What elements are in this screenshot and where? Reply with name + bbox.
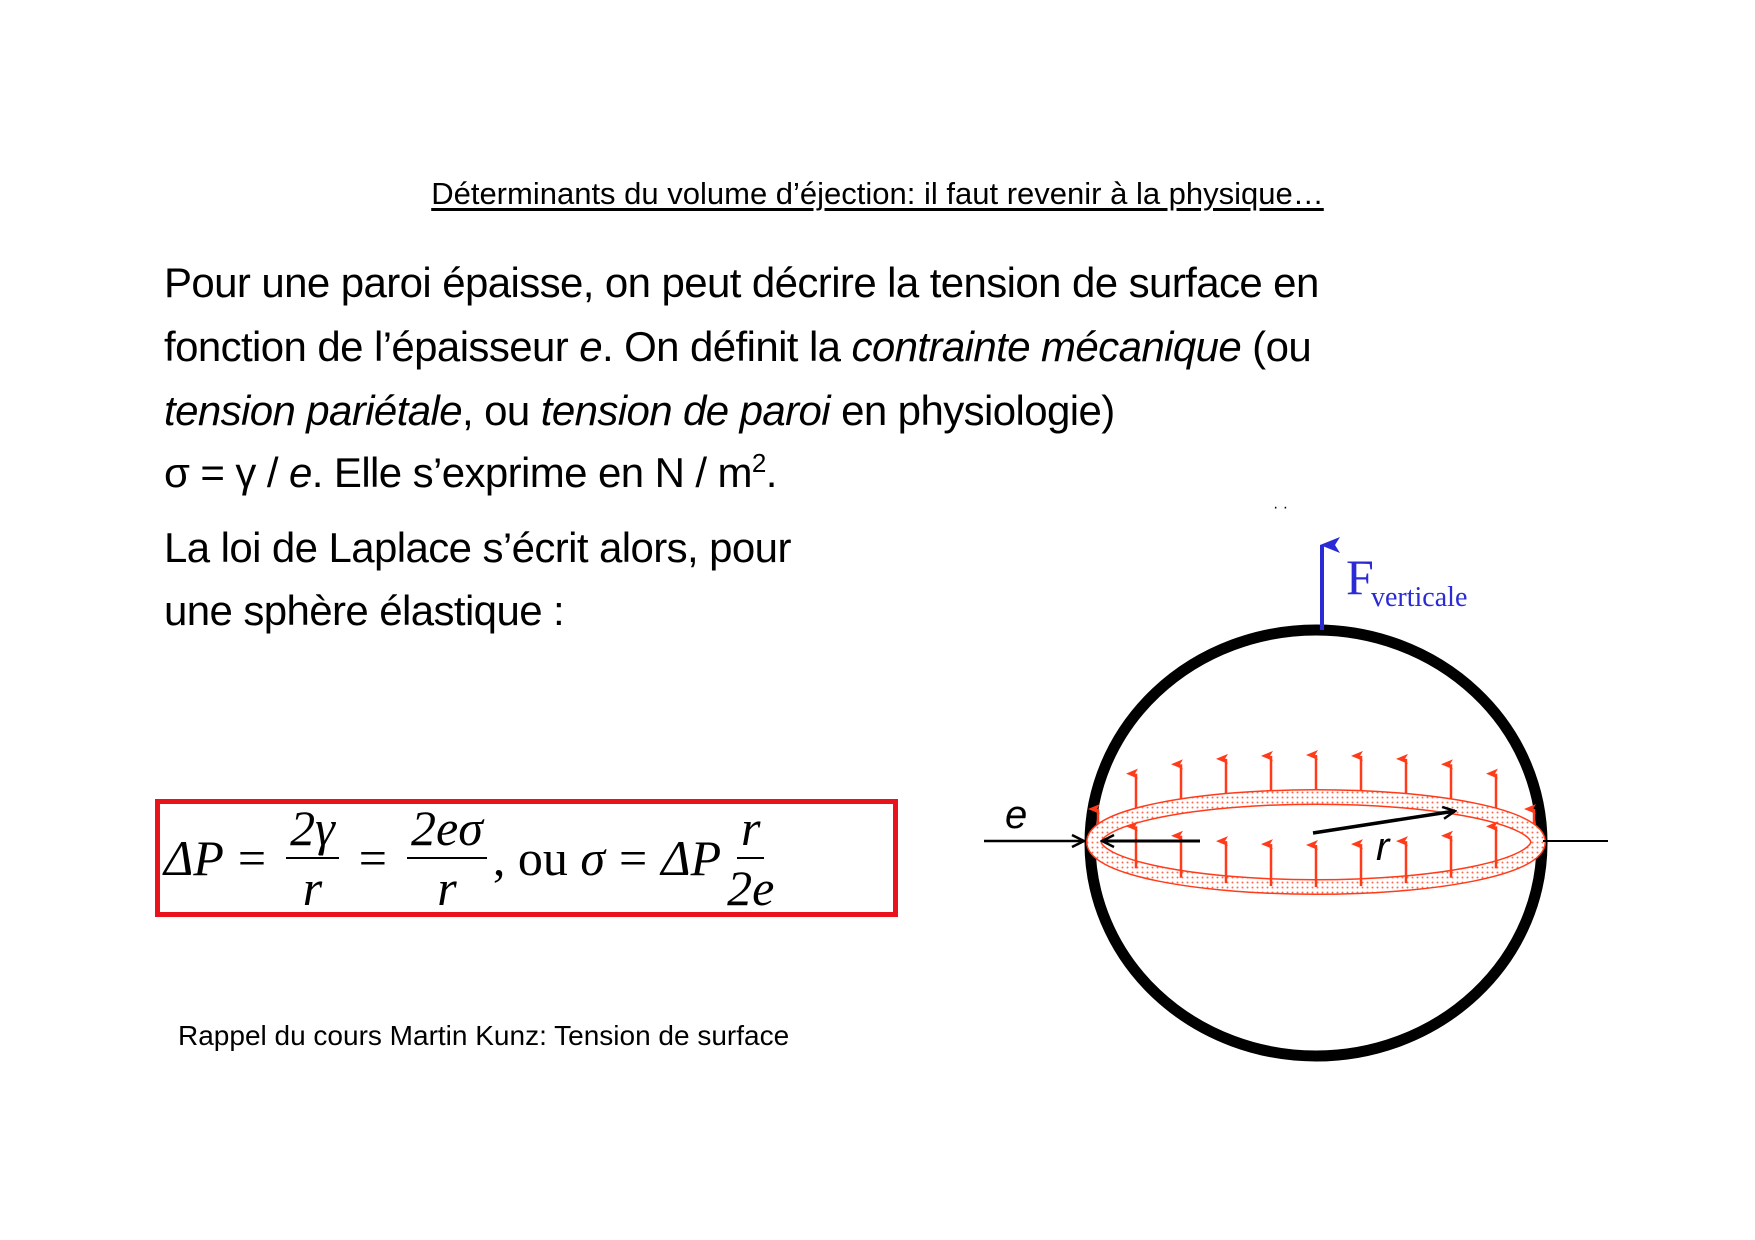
formula-lhs: ΔP — [164, 830, 224, 886]
equals: = — [237, 830, 267, 886]
sphere-outline — [1090, 630, 1542, 1056]
text: contrainte mécanique — [851, 323, 1242, 370]
radius-label: r — [1376, 825, 1390, 869]
text: fonction de l’épaisseur — [164, 323, 580, 370]
equals: = — [619, 830, 648, 886]
paragraph-line-6: une sphère élastique : — [164, 587, 565, 634]
denominator: r — [302, 860, 323, 916]
numerator: 2eσ — [407, 803, 487, 859]
text: . On définit la — [601, 323, 852, 370]
text: e — [289, 449, 312, 496]
slide-title: Déterminants du volume d’éjection: il faut revenir à la physique… — [431, 176, 1324, 211]
numerator: r — [737, 803, 764, 859]
caption: Rappel du cours Martin Kunz: Tension de surface — [178, 1020, 790, 1051]
text: en physiologie) — [830, 387, 1115, 434]
text: tension pariétale — [164, 387, 463, 434]
paragraph-line-5: La loi de Laplace s’écrit alors, pour — [164, 524, 791, 571]
text: . — [765, 449, 777, 496]
text: e — [579, 323, 602, 370]
text: , ou — [462, 387, 541, 434]
ou-text: , ou — [492, 830, 581, 886]
denominator: 2e — [727, 860, 775, 916]
text: σ = γ / — [164, 449, 289, 496]
thickness-label: e — [1005, 793, 1028, 837]
text: . Elle s’exprime en N / m — [311, 449, 752, 496]
text: tension de paroi — [540, 387, 831, 434]
delta-p: ΔP — [661, 830, 722, 886]
force-subscript: verticale — [1371, 582, 1468, 613]
equals: = — [358, 830, 387, 886]
dots-text: · · — [1273, 499, 1289, 516]
denominator: r — [437, 860, 457, 916]
force-label: F — [1346, 549, 1374, 605]
sigma: σ — [580, 830, 606, 886]
superscript: 2 — [751, 448, 766, 478]
numerator: 2γ — [286, 803, 339, 859]
text: Pour une paroi épaisse, on peut décrire la tension de surface en — [164, 259, 1319, 306]
text: (ou — [1241, 323, 1312, 370]
